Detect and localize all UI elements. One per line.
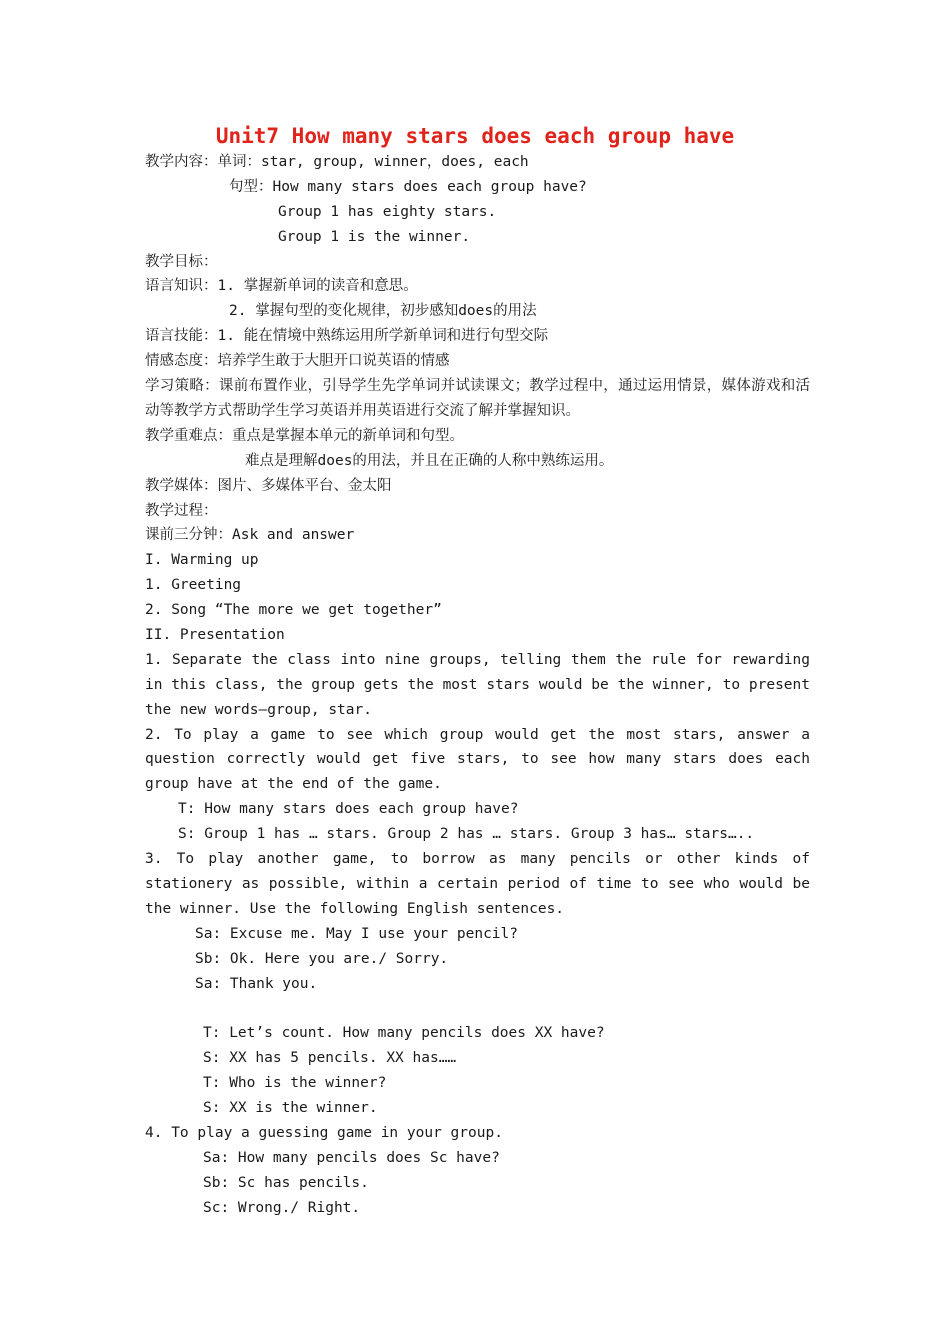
dialog-line: S: XX has 5 pencils. XX has…… bbox=[203, 1050, 457, 1067]
key-points: 教学重难点：重点是掌握本单元的新单词和句型。 bbox=[145, 427, 464, 444]
dialog-line: Sa: Thank you. bbox=[195, 975, 318, 992]
language-knowledge-1: 语言知识：1. 掌握新单词的读音和意思。 bbox=[145, 278, 418, 295]
goals-heading: 教学目标： bbox=[145, 253, 218, 270]
step-song: 2. Song “The more we get together” bbox=[145, 602, 442, 619]
dialog-line: Sa: Excuse me. May I use your pencil? bbox=[195, 925, 519, 942]
three-minutes: 课前三分钟：Ask and answer bbox=[145, 527, 355, 544]
dialog-line: Sc: Wrong./ Right. bbox=[203, 1199, 361, 1216]
language-skill: 语言技能：1. 能在情境中熟练运用所学新单词和进行句型交际 bbox=[145, 328, 549, 345]
pattern-sentence-2: Group 1 is the winner. bbox=[278, 228, 471, 245]
section-warming-up: I. Warming up bbox=[145, 552, 259, 569]
dialog-line: S: XX is the winner. bbox=[203, 1100, 378, 1117]
presentation-step-4: 4. To play a guessing game in your group. bbox=[145, 1124, 503, 1141]
emotional-attitude: 情感态度：培养学生敢于大胆开口说英语的情感 bbox=[145, 353, 450, 370]
document-body bbox=[145, 150, 810, 1220]
dialog-line: T: Let’s count. How many pencils does XX have? bbox=[203, 1025, 605, 1042]
step-greeting: 1. Greeting bbox=[145, 577, 242, 594]
process-heading: 教学过程： bbox=[145, 502, 218, 519]
teaching-content-words: 教学内容：单词：star, group, winner，does, each bbox=[145, 154, 529, 170]
blank-line bbox=[145, 996, 810, 1021]
section-presentation: II. Presentation bbox=[145, 626, 285, 643]
dialog-line: Sb: Sc has pencils. bbox=[203, 1174, 369, 1191]
language-knowledge-2: 2. 掌握句型的变化规律，初步感知does的用法 bbox=[229, 303, 537, 320]
teaching-media: 教学媒体：图片、多媒体平台、金太阳 bbox=[145, 477, 392, 494]
learning-strategy: 学习策略：课前布置作业，引导学生先学单词并试读课文；教学过程中，通过运用情景，媒体游戏和活动等教学方式帮助学生学习英语并用英语进行交流了解并掌握知识。 bbox=[145, 378, 810, 419]
dialog-line: T: How many stars does each group have? bbox=[178, 801, 519, 818]
dialog-line: T: Who is the winner? bbox=[203, 1075, 387, 1092]
presentation-step-3: 3. To play another game, to borrow as many pencils or other kinds of stationery as possible, within a certain period of time to see who would be the winner. Use the following English sentences. bbox=[145, 851, 810, 917]
pattern-sentence-1: Group 1 has eighty stars. bbox=[278, 203, 497, 220]
dialog-line: Sb: Ok. Here you are./ Sorry. bbox=[195, 950, 449, 967]
presentation-step-2: 2. To play a game to see which group would get the most stars, answer a question correctly would get five stars, to see how many stars does each group have at the end of the game. bbox=[145, 726, 810, 793]
dialog-line: Sa: How many pencils does Sc have? bbox=[203, 1149, 500, 1166]
dialog-line: S: Group 1 has … stars. Group 2 has … stars. Group 3 has… stars….. bbox=[178, 826, 755, 843]
document-title: Unit7 How many stars does each group have bbox=[215, 124, 735, 148]
teaching-content-pattern: 句型：How many stars does each group have? bbox=[229, 178, 587, 195]
difficult-points: 难点是理解does的用法，并且在正确的人称中熟练运用。 bbox=[245, 452, 614, 469]
presentation-step-1: 1. Separate the class into nine groups, telling them the rule for rewarding in this class, the group gets the most stars would be the winner, to present the new words—group, star. bbox=[145, 651, 810, 718]
